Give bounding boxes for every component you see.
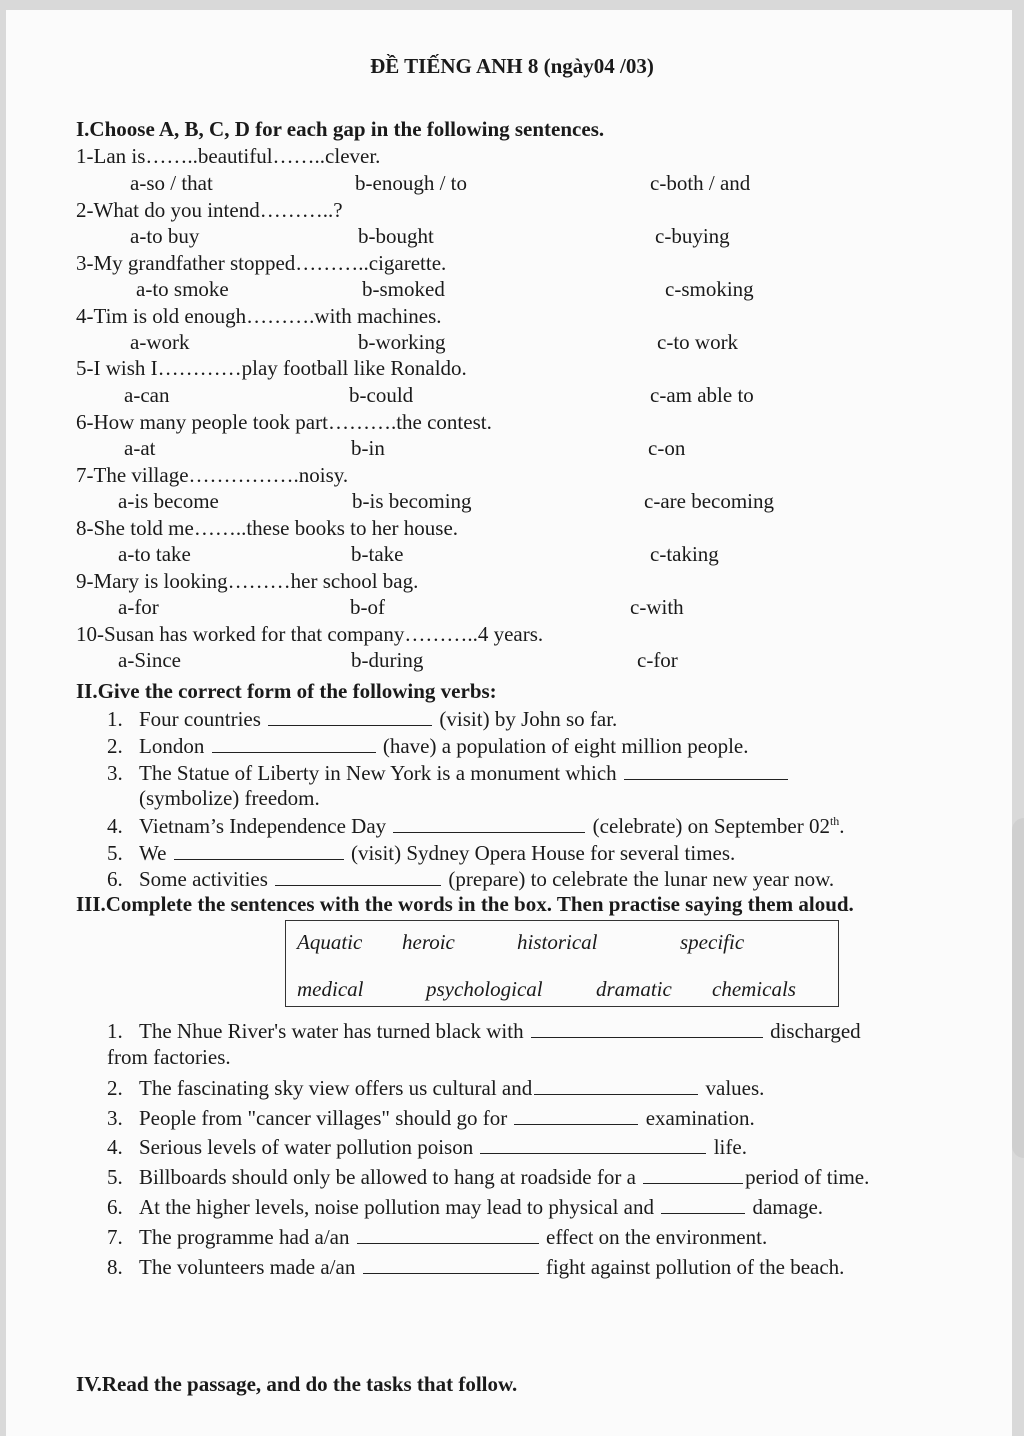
option-a: a-at	[124, 436, 156, 460]
option-b: b-working	[358, 330, 446, 354]
answer-blank[interactable]	[624, 761, 788, 780]
part4-heading: IV.Read the passage, and do the tasks that follow.	[76, 1372, 518, 1396]
question-text: 6-How many people took part……….the contest.	[76, 410, 492, 434]
scroll-edge	[1012, 818, 1024, 1158]
option-b: b-during	[351, 648, 424, 672]
item-number: 5.	[107, 1165, 123, 1189]
item-number: 6.	[107, 867, 123, 891]
item-number: 6.	[107, 1195, 123, 1219]
question-text: 1-Lan is……..beautiful……..clever.	[76, 144, 381, 168]
word-chip: psychological	[426, 977, 543, 1001]
item-text: (visit) Sydney Opera House for several times.	[350, 841, 736, 865]
option-b: b-is becoming	[352, 489, 472, 513]
question-text: 4-Tim is old enough……….with machines.	[76, 304, 442, 328]
answer-blank[interactable]	[393, 814, 585, 833]
option-b: b-enough / to	[355, 171, 467, 195]
item-number: 7.	[107, 1225, 123, 1249]
question-text: 2-What do you intend………..?	[76, 198, 343, 222]
option-a: a-can	[124, 383, 170, 407]
fill-item	[107, 1019, 861, 1043]
question-text: 10-Susan has worked for that company………..4 years.	[76, 622, 544, 646]
verb-item	[107, 707, 617, 731]
word-chip: heroic	[402, 930, 455, 954]
option-b: b-take	[351, 542, 404, 566]
option-c: c-are becoming	[644, 489, 775, 513]
option-b: b-of	[350, 595, 385, 619]
item-text: London	[139, 734, 205, 758]
item-text: (prepare) to celebrate the lunar new year now.	[448, 867, 835, 891]
answer-blank[interactable]	[534, 1076, 698, 1095]
answer-blank[interactable]	[357, 1225, 539, 1244]
item-text: examination.	[645, 1106, 755, 1130]
option-c: c-on	[648, 436, 686, 460]
item-number: 3.	[107, 761, 123, 785]
page-title: ĐỀ TIẾNG ANH 8 (ngày04 /03)	[370, 54, 654, 78]
item-number: 4.	[107, 814, 123, 838]
verb-item	[107, 814, 845, 838]
fill-item	[107, 1106, 755, 1130]
item-number: 1.	[107, 707, 123, 731]
option-a: a-to take	[118, 542, 191, 566]
answer-blank[interactable]	[212, 734, 376, 753]
answer-blank[interactable]	[661, 1195, 745, 1214]
verb-item	[107, 867, 834, 891]
part1-heading: I.Choose A, B, C, D for each gap in the following sentences.	[76, 117, 605, 141]
word-chip: chemicals	[712, 977, 796, 1001]
item-text: .	[839, 814, 845, 838]
item-number: 5.	[107, 841, 123, 865]
answer-blank[interactable]	[363, 1255, 539, 1274]
item-text: effect on the environment.	[546, 1225, 768, 1249]
answer-blank[interactable]	[480, 1135, 706, 1154]
word-chip: dramatic	[596, 977, 672, 1001]
question-text: 8-She told me……..these books to her house.	[76, 516, 459, 540]
answer-blank[interactable]	[268, 707, 432, 726]
item-number: 1.	[107, 1019, 123, 1043]
option-c: c-with	[630, 595, 684, 619]
answer-blank[interactable]	[643, 1165, 743, 1184]
option-b: b-smoked	[362, 277, 445, 301]
option-b: b-in	[351, 436, 385, 460]
item-text: (celebrate) on September 02	[592, 814, 830, 838]
option-a: a-to buy	[130, 224, 200, 248]
item-text: Some activities	[139, 867, 268, 891]
fill-item	[107, 1076, 764, 1100]
option-c: c-to work	[657, 330, 739, 354]
item-text: values.	[705, 1076, 765, 1100]
option-c: c-smoking	[665, 277, 754, 301]
verb-item	[107, 841, 735, 865]
question-text: 7-The village…………….noisy.	[76, 463, 349, 487]
question-text: 3-My grandfather stopped………..cigarette.	[76, 251, 447, 275]
item-text: The Statue of Liberty in New York is a monument which	[139, 761, 617, 785]
item-text: At the higher levels, noise pollution may lead to physical and	[139, 1195, 654, 1219]
item-text: Serious levels of water pollution poison	[139, 1135, 474, 1159]
part2-heading: II.Give the correct form of the following verbs:	[76, 679, 497, 703]
word-chip: medical	[297, 977, 364, 1001]
answer-blank[interactable]	[514, 1106, 638, 1125]
option-a: a-to smoke	[136, 277, 229, 301]
option-a: a-for	[118, 595, 159, 619]
option-c: c-am able to	[650, 383, 754, 407]
option-b: b-bought	[358, 224, 434, 248]
answer-blank[interactable]	[531, 1019, 763, 1038]
option-a: a-is become	[118, 489, 219, 513]
item-text: period of time.	[745, 1165, 870, 1189]
item-text: Four countries	[139, 707, 261, 731]
item-text: The Nhue River's water has turned black with	[139, 1019, 524, 1043]
item-text: discharged	[770, 1019, 861, 1043]
fill-item	[107, 1255, 844, 1279]
option-c: c-taking	[650, 542, 719, 566]
item-text: The volunteers made a/an	[139, 1255, 356, 1279]
item-continuation: (symbolize) freedom.	[139, 786, 320, 810]
item-text: The fascinating sky view offers us cultural and	[139, 1076, 533, 1100]
option-c: c-buying	[655, 224, 730, 248]
item-text: fight against pollution of the beach.	[545, 1255, 845, 1279]
item-text: life.	[713, 1135, 747, 1159]
word-chip: historical	[517, 930, 598, 954]
item-text: We	[139, 841, 167, 865]
part3-heading: III.Complete the sentences with the words in the box. Then practise saying them aloud.	[76, 892, 854, 916]
item-number: 4.	[107, 1135, 123, 1159]
fill-item	[107, 1165, 869, 1189]
word-chip: Aquatic	[297, 930, 363, 954]
item-number: 3.	[107, 1106, 123, 1130]
answer-blank[interactable]	[174, 841, 344, 860]
item-text: People from "cancer villages" should go for	[139, 1106, 508, 1130]
option-c: c-both / and	[650, 171, 751, 195]
item-number: 2.	[107, 1076, 123, 1100]
item-text: Vietnam’s Independence Day	[139, 814, 387, 838]
item-text: Billboards should only be allowed to hang at roadside for a	[139, 1165, 636, 1189]
answer-blank[interactable]	[275, 867, 441, 886]
question-text: 5-I wish I…………play football like Ronaldo.	[76, 356, 467, 380]
fill-item	[107, 1195, 823, 1219]
word-box	[285, 920, 839, 1007]
item-number: 2.	[107, 734, 123, 758]
item-text: (visit) by John so far.	[439, 707, 618, 731]
verb-item	[107, 761, 790, 785]
superscript: th	[829, 814, 840, 828]
item-number: 8.	[107, 1255, 123, 1279]
item-text: damage.	[752, 1195, 824, 1219]
item-text: The programme had a/an	[139, 1225, 350, 1249]
option-c: c-for	[637, 648, 678, 672]
option-b: b-could	[349, 383, 414, 407]
item-text: (have) a population of eight million people.	[382, 734, 749, 758]
item-continuation: from factories.	[107, 1045, 231, 1069]
option-a: a-Since	[118, 648, 181, 672]
fill-item	[107, 1135, 747, 1159]
question-text: 9-Mary is looking………her school bag.	[76, 569, 419, 593]
option-a: a-work	[130, 330, 190, 354]
verb-item	[107, 734, 748, 758]
fill-item	[107, 1225, 767, 1249]
word-chip: specific	[680, 930, 745, 954]
option-a: a-so / that	[130, 171, 213, 195]
